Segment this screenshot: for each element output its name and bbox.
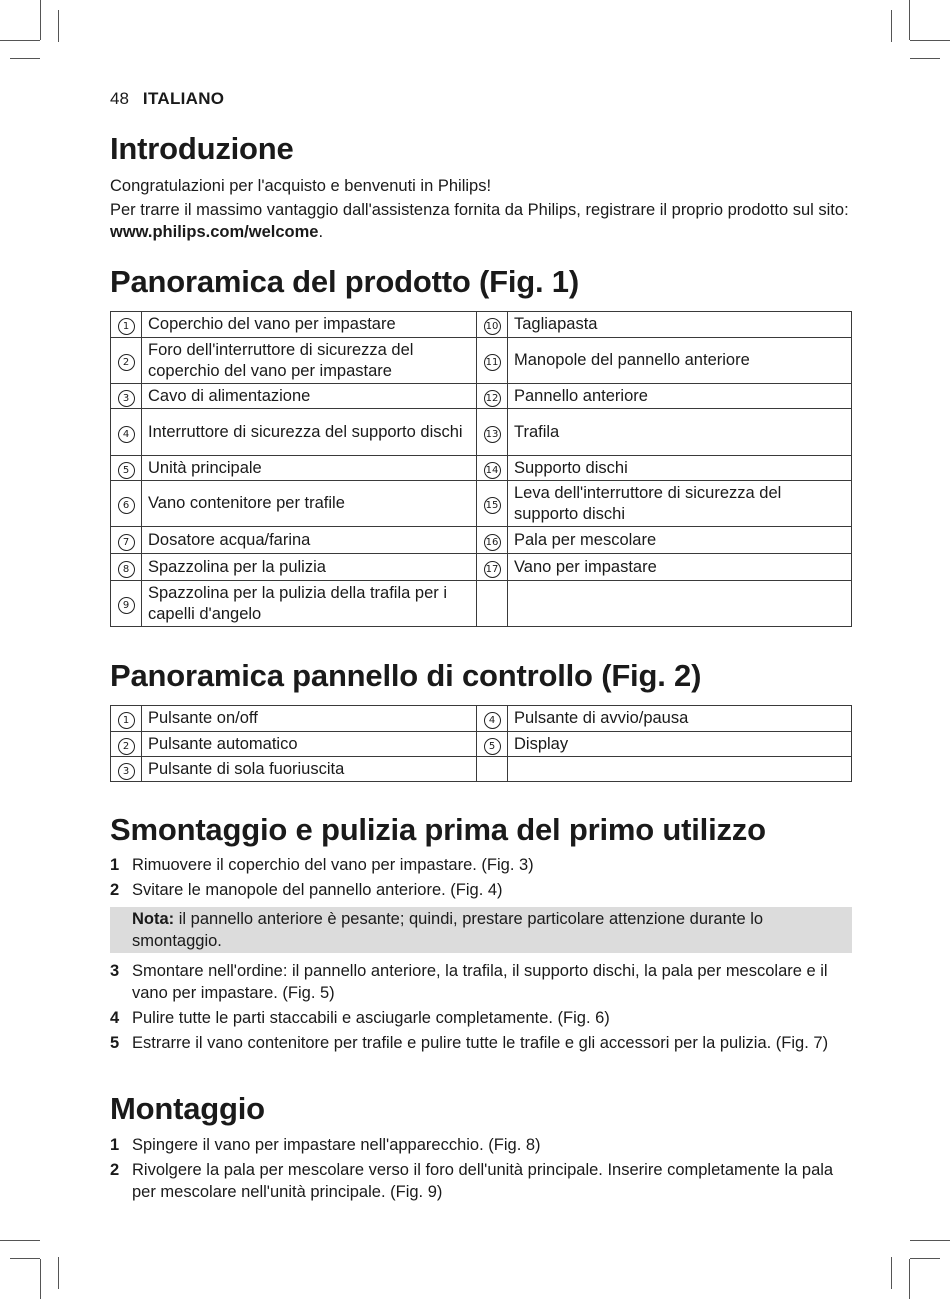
crop-mark [910, 58, 940, 59]
part-label: Foro dell'interruttore di sicurezza del coperchio del vano per impastare [142, 338, 477, 384]
table-row [111, 732, 852, 757]
step-text: Estrarre il vano contenitore per trafile e pulire tutte le trafile e gli accessori per la pulizia. (Fig. 7) [132, 1034, 829, 1052]
step-text: Svitare le manopole del pannello anteriore. (Fig. 4) [132, 881, 503, 899]
table-row [111, 456, 852, 481]
crop-mark [0, 40, 40, 41]
crop-mark [58, 10, 59, 42]
part-number-cell [111, 581, 142, 627]
crop-mark [58, 1257, 59, 1289]
step-number: 5 [110, 1034, 120, 1052]
part-number: 2 [118, 354, 135, 371]
step-number: 3 [110, 962, 120, 980]
crop-mark [10, 1258, 40, 1259]
table-row [111, 757, 852, 782]
part-number-cell [111, 338, 142, 384]
product-overview-title: Panoramica del prodotto (Fig. 1) [110, 264, 579, 299]
part-label: Supporto dischi [508, 456, 852, 481]
part-number-cell [477, 706, 508, 732]
part-number: 8 [118, 561, 135, 578]
page-header [110, 89, 224, 109]
part-number: 9 [118, 597, 135, 614]
part-label: Coperchio del vano per impastare [142, 312, 477, 338]
crop-mark [910, 1258, 940, 1259]
part-number-cell [477, 409, 508, 456]
part-label: Manopole del pannello anteriore [508, 338, 852, 384]
product-parts-table [110, 311, 852, 627]
part-label: Pulsante automatico [142, 732, 477, 757]
part-number-cell [111, 384, 142, 409]
part-label: Display [508, 732, 852, 757]
part-number: 10 [484, 318, 501, 335]
part-label: Vano contenitore per trafile [142, 481, 477, 527]
part-number: 2 [118, 738, 135, 755]
part-label: Spazzolina per la pulizia [142, 554, 477, 581]
part-number: 14 [484, 462, 501, 479]
part-number: 3 [118, 763, 135, 780]
part-number: 12 [484, 390, 501, 407]
part-number-cell [477, 527, 508, 554]
table-row [111, 581, 852, 627]
part-number: 15 [484, 497, 501, 514]
part-label: Spazzolina per la pulizia della trafila per i capelli d'angelo [142, 581, 477, 627]
disassembly-steps-a [110, 854, 852, 904]
step-text: Spingere il vano per impastare nell'apparecchio. (Fig. 8) [132, 1136, 541, 1154]
part-number: 17 [484, 561, 501, 578]
part-label: Tagliapasta [508, 312, 852, 338]
part-number: 11 [484, 354, 501, 371]
crop-mark [891, 10, 892, 42]
part-number: 1 [118, 318, 135, 335]
part-label: Dosatore acqua/farina [142, 527, 477, 554]
intro-title: Introduzione [110, 131, 294, 166]
crop-mark [10, 58, 40, 59]
part-number-cell [111, 456, 142, 481]
part-label: Pulsante on/off [142, 706, 477, 732]
part-label: Cavo di alimentazione [142, 384, 477, 409]
step-text: Pulire tutte le parti staccabili e asciugarle completamente. (Fig. 6) [132, 1009, 610, 1027]
part-number-cell [477, 757, 508, 782]
part-label [508, 581, 852, 627]
part-number-cell [477, 312, 508, 338]
part-label: Pala per mescolare [508, 527, 852, 554]
step-text: Smontare nell'ordine: il pannello anteriore, la trafila, il supporto dischi, la pala per mescolare e il vano per impastare. (Fig. 5) [132, 962, 828, 1002]
part-number-cell [111, 409, 142, 456]
part-number-cell [477, 384, 508, 409]
crop-mark [40, 0, 41, 40]
part-number: 16 [484, 534, 501, 551]
table-row [111, 409, 852, 456]
table-row [111, 312, 852, 338]
part-number: 6 [118, 497, 135, 514]
part-number: 13 [484, 426, 501, 443]
part-label: Trafila [508, 409, 852, 456]
part-number: 3 [118, 390, 135, 407]
part-number-cell [477, 554, 508, 581]
part-number: 4 [118, 426, 135, 443]
step-item [110, 1159, 852, 1203]
intro-paragraph-2: Per trarre il massimo vantaggio dall'assistenza fornita da Philips, registrare il proprio prodotto sul sito: www.philips.com/welcome. [110, 201, 849, 241]
assembly-title: Montaggio [110, 1091, 265, 1126]
step-item [110, 1007, 852, 1029]
note-text: il pannello anteriore è pesante; quindi, prestare particolare attenzione durante lo smontaggio. [132, 910, 764, 950]
crop-mark [0, 1240, 40, 1241]
part-label: Interruttore di sicurezza del supporto dischi [142, 409, 477, 456]
step-item [110, 960, 852, 1004]
disassembly-title: Smontaggio e pulizia prima del primo utilizzo [110, 812, 766, 847]
step-number: 1 [110, 1136, 120, 1154]
intro-paragraph-1: Congratulazioni per l'acquisto e benvenuti in Philips! [110, 177, 492, 195]
crop-mark [910, 1240, 950, 1241]
control-panel-title: Panoramica pannello di controllo (Fig. 2) [110, 658, 702, 693]
part-number: 7 [118, 534, 135, 551]
part-number-cell [111, 757, 142, 782]
part-label: Leva dell'interruttore di sicurezza del supporto dischi [508, 481, 852, 527]
part-number-cell [111, 527, 142, 554]
step-item [110, 1032, 852, 1054]
part-number: 5 [484, 738, 501, 755]
part-number: 4 [484, 712, 501, 729]
step-number: 2 [110, 1161, 120, 1179]
table-row [111, 706, 852, 732]
step-item [110, 879, 852, 901]
note-box [110, 907, 852, 953]
step-text: Rimuovere il coperchio del vano per impastare. (Fig. 3) [132, 856, 534, 874]
part-number-cell [111, 312, 142, 338]
note-label: Nota: [132, 910, 175, 928]
part-number-cell [111, 732, 142, 757]
part-number-cell [477, 481, 508, 527]
crop-mark [910, 40, 950, 41]
step-number: 4 [110, 1009, 120, 1027]
crop-mark [909, 0, 910, 40]
step-item [110, 854, 852, 876]
part-label: Pulsante di sola fuoriuscita [142, 757, 477, 782]
part-label: Vano per impastare [508, 554, 852, 581]
step-item [110, 1134, 852, 1156]
welcome-link[interactable]: www.philips.com/welcome [110, 223, 319, 241]
part-number: 5 [118, 462, 135, 479]
table-row [111, 527, 852, 554]
table-row [111, 338, 852, 384]
control-panel-table [110, 705, 852, 782]
part-number-cell [111, 706, 142, 732]
part-number-cell [477, 732, 508, 757]
step-number: 2 [110, 881, 120, 899]
part-number-cell [111, 554, 142, 581]
language-label: ITALIANO [142, 89, 225, 108]
crop-mark [891, 1257, 892, 1289]
assembly-steps [110, 1134, 852, 1206]
step-number: 1 [110, 856, 120, 874]
step-text: Rivolgere la pala per mescolare verso il foro dell'unità principale. Inserire completamente la pala per mescolare nell'unità principale. (Fig. 9) [132, 1161, 834, 1201]
part-label: Unità principale [142, 456, 477, 481]
part-label: Pulsante di avvio/pausa [508, 706, 852, 732]
part-number-cell [477, 581, 508, 627]
part-label: Pannello anteriore [508, 384, 852, 409]
disassembly-steps-b [110, 960, 852, 1057]
part-number-cell [477, 456, 508, 481]
table-row [111, 554, 852, 581]
table-row [111, 384, 852, 409]
part-number-cell [111, 481, 142, 527]
crop-mark [40, 1259, 41, 1299]
crop-mark [909, 1259, 910, 1299]
page-number: 48 [110, 89, 129, 108]
table-row [111, 481, 852, 527]
part-number: 1 [118, 712, 135, 729]
part-label [508, 757, 852, 782]
part-number-cell [477, 338, 508, 384]
